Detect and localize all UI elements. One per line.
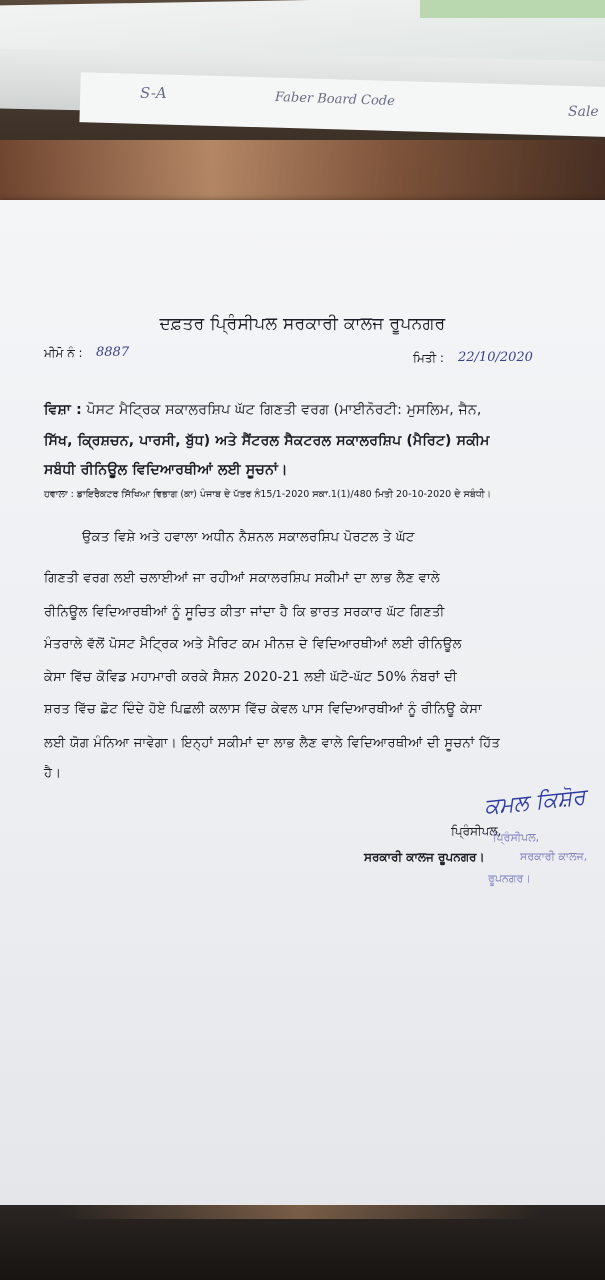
background-handwriting: Faber Board Code (274, 89, 396, 110)
subject-line: ਸਿੱਖ, ਕ੍ਰਿਸ਼ਚਨ, ਪਾਰਸੀ, ਬੁੱਧ) ਅਤੇ ਸੈਂਟਰਲ ਸੈਕਟਰਲ ਸਕਾਲਰਸ਼ਿਪ (ਮੈਰਿਟ) ਸਕੀਮ (44, 433, 490, 449)
background-handwriting: S-A (140, 84, 167, 102)
memo-number: 8887 (96, 345, 130, 360)
date-value: 22/10/2020 (458, 350, 533, 365)
background-glow (60, 1205, 540, 1219)
subject-line (44, 402, 482, 418)
body-line: ਸ਼ਰਤ ਵਿੱਚ ਛੋਟ ਦਿੰਦੇ ਹੋਏ ਪਿਛਲੀ ਕਲਾਸ ਵਿੱਚ ਕੇਵਲ ਪਾਸ ਵਿਦਿਆਰਥੀਆਂ ਨੂੰ ਰੀਨਿਊ ਕੇਸਾ (44, 702, 482, 717)
body-line: ਕੇਸਾ ਵਿੱਚ ਕੋਵਿਡ ਮਹਾਮਾਰੀ ਕਰਕੇ ਸੈਸ਼ਨ 2020-21 ਲਈ ਘੱਟੋ-ਘੱਟ 50% ਨੰਬਰਾਂ ਦੀ (44, 670, 458, 685)
body-line: ਲਈ ਯੋਗ ਮੰਨਿਆ ਜਾਵੇਗਾ। ਇਨ੍ਹਾਂ ਸਕੀਮਾਂ ਦਾ ਲਾਭ ਲੈਣ ਵਾਲੇ ਵਿਦਿਆਰਥੀਆਂ ਦੀ ਸੂਚਨਾਂ ਹਿੱਤ (44, 736, 501, 751)
signatory-office: ਸਰਕਾਰੀ ਕਾਲਜ ਰੂਪਨਗਰ। (364, 850, 485, 864)
stamp-line: ਸਰਕਾਰੀ ਕਾਲਜ, (520, 850, 588, 863)
signatory-title: ਪ੍ਰਿੰਸੀਪਲ, (451, 824, 502, 838)
subject-line: ਸਬੰਧੀ ਰੀਨਿਊਲ ਵਿਦਿਆਰਥੀਆਂ ਲਈ ਸੂਚਨਾਂ। (44, 462, 288, 478)
notice-document (0, 200, 605, 1210)
subject-text: ਪੋਸਟ ਮੈਟ੍ਰਿਕ ਸਕਾਲਰਸ਼ਿਪ ਘੱਟ ਗਿਣਤੀ ਵਰਗ (ਮਾਈਨੋਰਟੀ: ਮੁਸਲਿਮ, ਜੈਨ, (86, 402, 482, 418)
reference-line: ਹਵਾਲਾ : ਡਾਇਰੈਕਟਰ ਸਿੱਖਿਆ ਵਿਭਾਗ (ਕਾ) ਪੰਜਾਬ ਦੇ ਪੱਤਰ ਨੰ15/1-2020 ਸਕਾ.1(1)/480 ਮਿਤੀ 20-10-2020 ਦੇ ਸਬੰਧੀ। (44, 489, 492, 500)
body-line: ਹੈ। (44, 766, 62, 781)
body-line: ਮੰਤਰਾਲੇ ਵੱਲੋਂ ਪੋਸਟ ਮੈਟ੍ਰਿਕ ਅਤੇ ਮੈਰਿਟ ਕਮ ਮੀਨਜ਼ ਦੇ ਵਿਦਿਆਰਥੀਆਂ ਲਈ ਰੀਨਿਊਲ (44, 637, 462, 652)
body-line: ਰੀਨਿਊਲ ਵਿਦਿਆਰਥੀਆਂ ਨੂੰ ਸੂਚਿਤ ਕੀਤਾ ਜਾਂਦਾ ਹੈ ਕਿ ਭਾਰਤ ਸਰਕਾਰ ਘੱਟ ਗਿਣਤੀ (44, 605, 445, 620)
stamp-line: ਪ੍ਰਿੰਸੀਪਲ, (493, 831, 540, 844)
body-line: ਉਕਤ ਵਿਸ਼ੇ ਅਤੇ ਹਵਾਲਾ ਅਧੀਨ ਨੈਸ਼ਨਲ ਸਕਾਲਰਸ਼ਿਪ ਪੋਰਟਲ ਤੇ ਘੱਟ (82, 530, 415, 545)
office-heading: ਦਫ਼ਤਰ ਪ੍ਰਿੰਸੀਪਲ ਸਰਕਾਰੀ ਕਾਲਜ ਰੂਪਨਗਰ (159, 314, 446, 334)
memo-label: ਮੀਮੋ ਨੰ : (44, 346, 83, 360)
handwritten-signature: ਕਮਲ ਕਿਸ਼ੋਰ (482, 784, 587, 821)
subject-label: ਵਿਸ਼ਾ : (44, 402, 82, 418)
body-line: ਗਿਣਤੀ ਵਰਗ ਲਈ ਚਲਾਈਆਂ ਜਾ ਰਹੀਆਂ ਸਕਾਲਰਸ਼ਿਪ ਸਕੀਮਾਂ ਦਾ ਲਾਭ ਲੈਣ ਵਾਲੇ (44, 571, 440, 586)
background-paper-green (420, 0, 605, 18)
stamp-line: ਰੂਪਨਗਰ। (488, 872, 531, 885)
background-handwriting: Sale (568, 104, 599, 120)
date-label: ਮਿਤੀ : (413, 351, 444, 365)
